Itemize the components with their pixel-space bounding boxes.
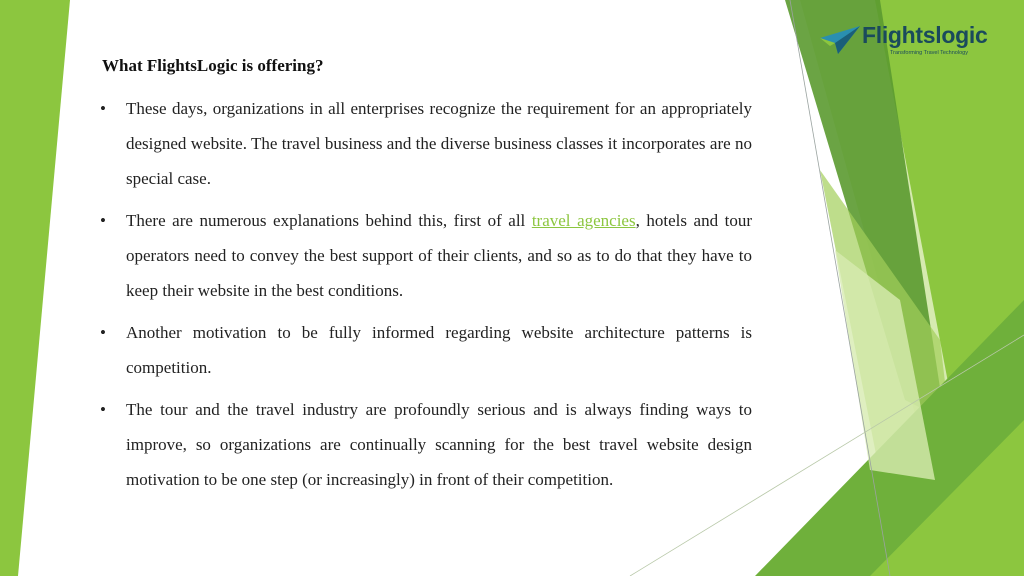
bullet-text-before-link: There are numerous explanations behind this, first of all <box>126 211 532 230</box>
travel-agencies-link[interactable]: travel agencies <box>531 211 636 230</box>
bullet-text-after-link: , hotels and tour operators need to convey the best support of their clients, and so as to do that they have to keep their website in the best conditions. <box>126 211 752 300</box>
bullet-item <box>100 203 752 308</box>
bullet-symbol: • <box>100 211 106 230</box>
logo-tagline: Transforming Travel Technology <box>890 50 968 56</box>
bullet-symbol: • <box>100 99 106 118</box>
bullet-text: Another motivation to be fully informed regarding website architecture patterns is competition. <box>126 323 752 377</box>
bullet-list <box>100 91 752 504</box>
bullet-item <box>100 315 752 385</box>
bullet-item <box>100 91 752 196</box>
bullet-text: The tour and the travel industry are profoundly serious and is always finding ways to improve, so organizations are continually scanning for the best travel website design motivation to be one step (or increasingly) in front of their competition. <box>126 400 752 489</box>
bullet-text: These days, organizations in all enterprises recognize the requirement for an appropriately designed website. The travel business and the diverse business classes it incorporates are no special case. <box>126 99 752 188</box>
bullet-symbol: • <box>100 400 106 419</box>
bullet-symbol: • <box>100 323 106 342</box>
slide-heading: What FlightsLogic is offering? <box>102 56 324 75</box>
logo-name: Flightslogic <box>862 22 988 48</box>
left-green-strip <box>0 0 70 576</box>
flightslogic-logo[interactable] <box>818 22 988 62</box>
paper-plane-icon <box>818 24 862 56</box>
bullet-item <box>100 392 752 497</box>
